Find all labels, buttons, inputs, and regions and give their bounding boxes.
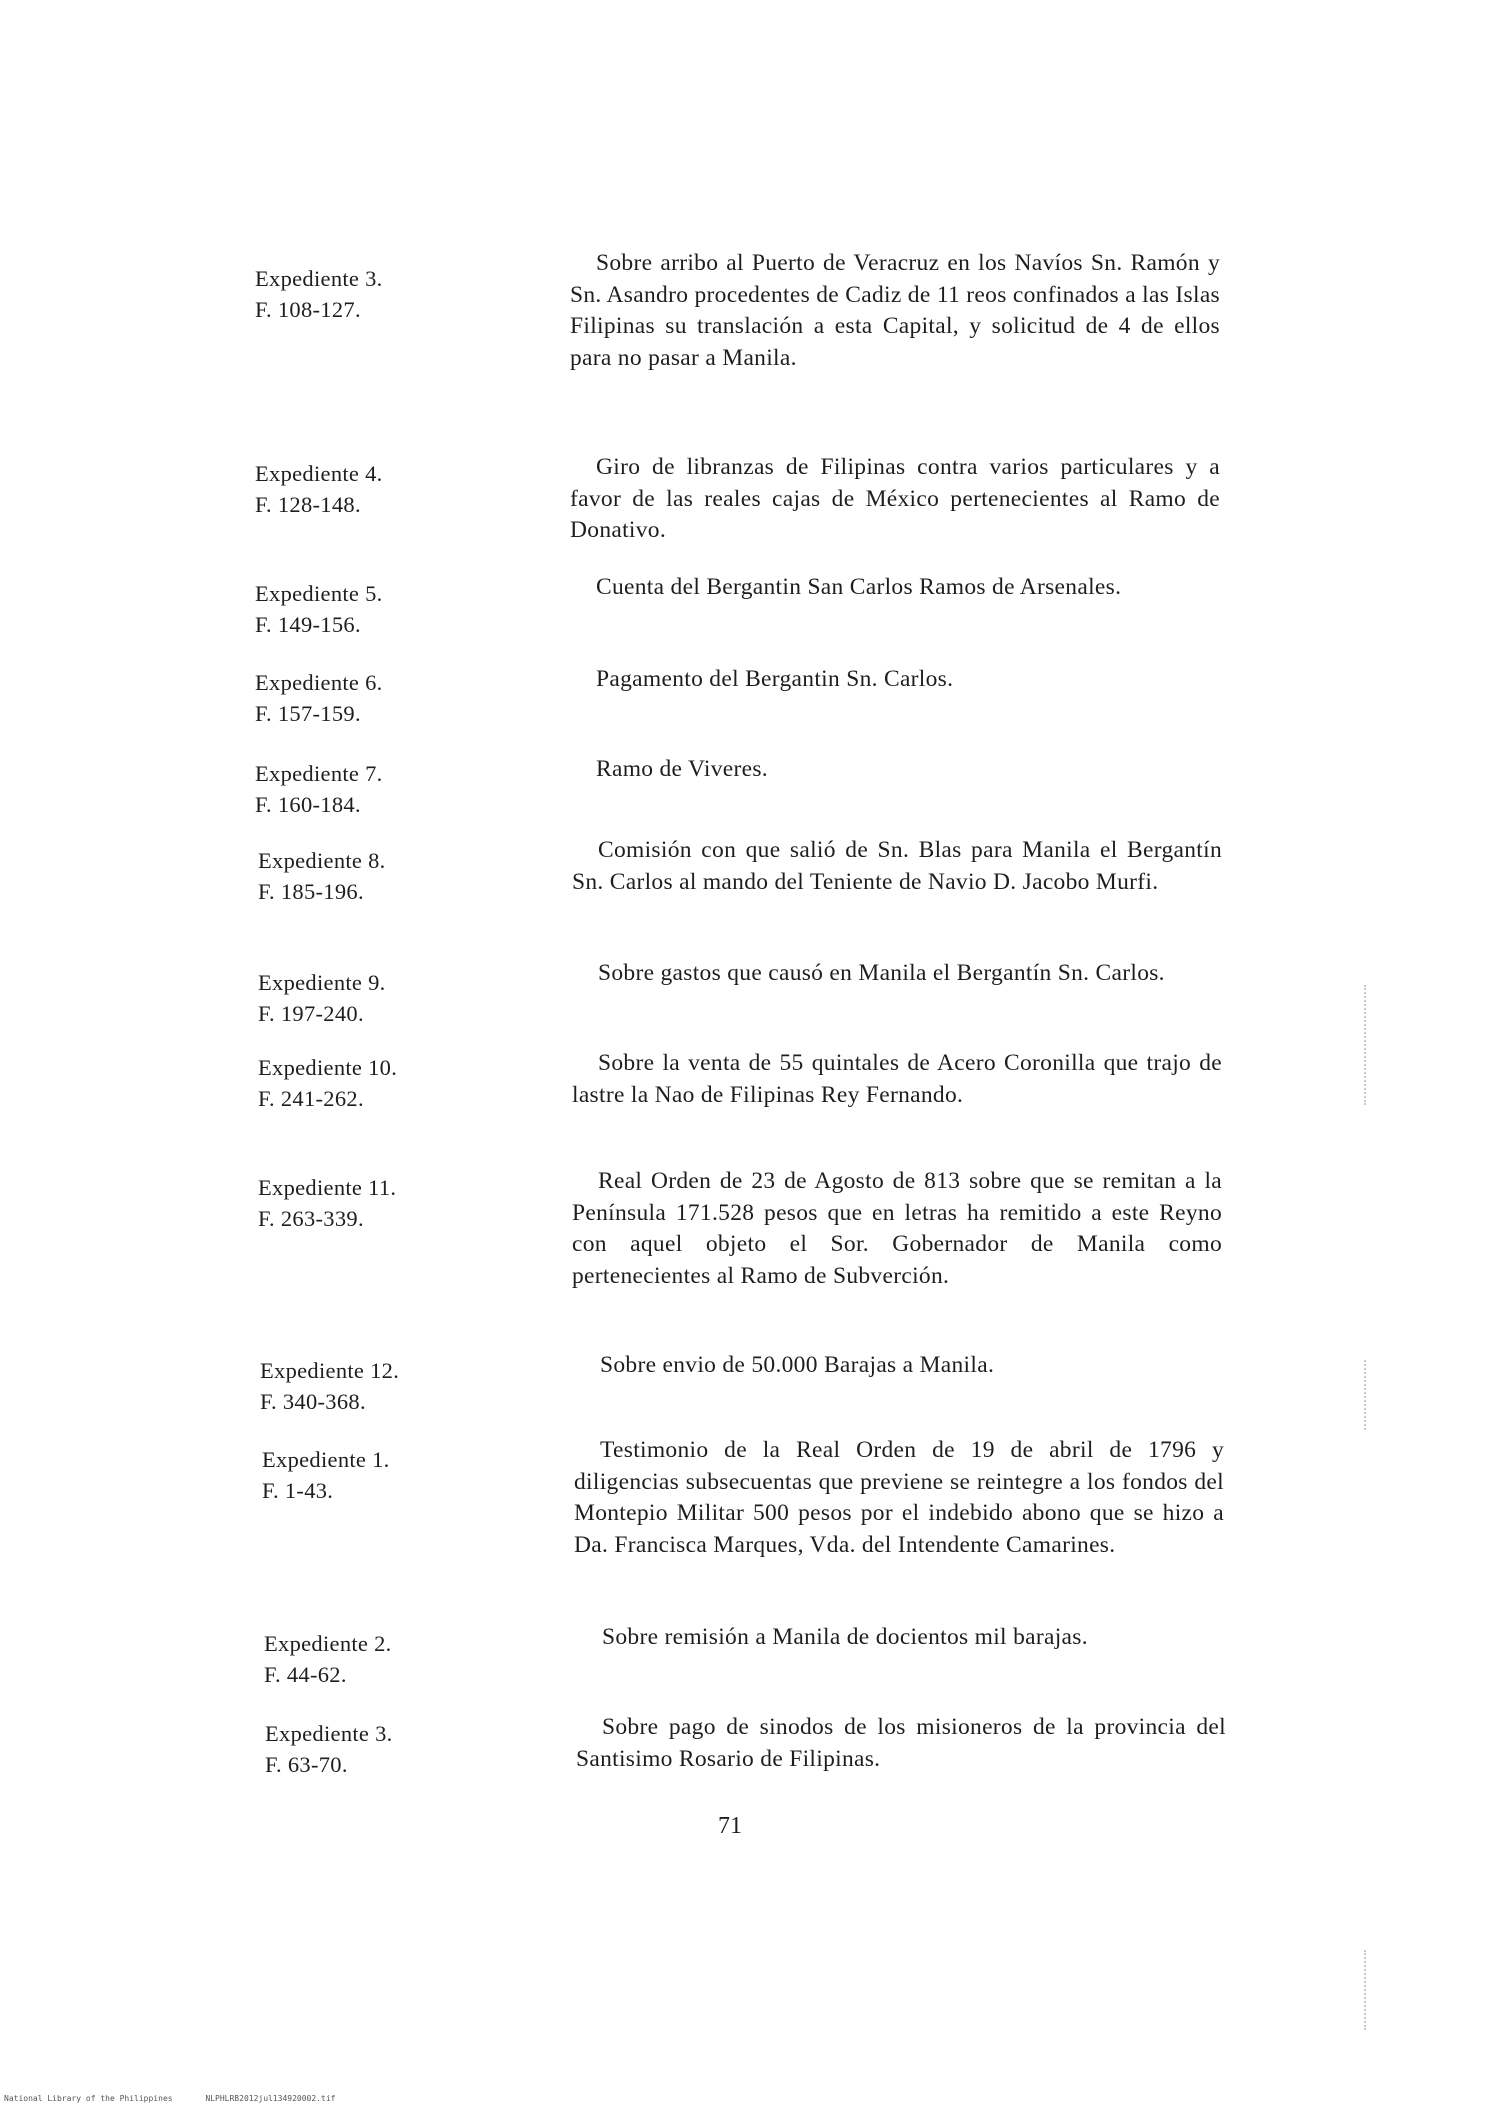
folio-range: F. 197-240. <box>258 1001 364 1026</box>
entry-description: Testimonio de la Real Orden de 19 de abril de 1796 y diligencias subsecuentas que previene se reintegre a los fondos del Montepio Militar 500 pesos por el indebido abono que se hizo a Da. Francisca Marques, Vda. del Intendente Camarines. <box>574 1437 1224 1558</box>
folio-range: F. 149-156. <box>255 612 361 637</box>
folio-range: F. 1-43. <box>262 1478 334 1503</box>
expediente-label: Expediente 9. <box>258 970 386 995</box>
expediente-label: Expediente 11. <box>258 1175 397 1200</box>
scan-footer <box>4 2094 363 2103</box>
expediente-label: Expediente 1. <box>262 1447 390 1472</box>
entry-description: Sobre gastos que causó en Manila el Bergantín Sn. Carlos. <box>598 960 1165 986</box>
expediente-label: Expediente 3. <box>265 1721 393 1746</box>
entry-description: Giro de libranzas de Filipinas contra varios particulares y a favor de las reales cajas de México pertenecientes al Ramo de Donativo. <box>570 454 1220 543</box>
folio-range: F. 157-159. <box>255 701 361 726</box>
entry-description: Ramo de Viveres. <box>596 756 768 782</box>
entry-description: Sobre envio de 50.000 Barajas a Manila. <box>600 1352 995 1378</box>
expediente-label: Expediente 10. <box>258 1055 398 1080</box>
folio-range: F. 160-184. <box>255 792 361 817</box>
scan-file-id: NLPHLRB2012jul134920002.tif <box>205 2094 336 2103</box>
expediente-label: Expediente 7. <box>255 761 383 786</box>
folio-range: F. 108-127. <box>255 297 361 322</box>
entry-description: Pagamento del Bergantin Sn. Carlos. <box>596 666 954 692</box>
expediente-label: Expediente 6. <box>255 670 383 695</box>
expediente-label: Expediente 2. <box>264 1631 392 1656</box>
entry-description: Sobre la venta de 55 quintales de Acero Coronilla que trajo de lastre la Nao de Filipinas Rey Fernando. <box>572 1050 1222 1108</box>
library-credit: National Library of the Philippines <box>4 2094 173 2103</box>
expediente-label: Expediente 8. <box>258 848 386 873</box>
expediente-label: Expediente 4. <box>255 461 383 486</box>
folio-range: F. 185-196. <box>258 879 364 904</box>
entry-description: Sobre pago de sinodos de los misioneros de la provincia del Santisimo Rosario de Filipinas. <box>576 1714 1226 1772</box>
folio-range: F. 340-368. <box>260 1389 366 1414</box>
entry-description: Cuenta del Bergantin San Carlos Ramos de Arsenales. <box>596 574 1122 600</box>
entry-description: Comisión con que salió de Sn. Blas para Manila el Bergantín Sn. Carlos al mando del Teniente de Navio D. Jacobo Murfi. <box>572 837 1222 895</box>
scan-artifact <box>1364 1360 1368 1430</box>
entry-description: Sobre remisión a Manila de docientos mil barajas. <box>602 1624 1088 1650</box>
expediente-label: Expediente 12. <box>260 1358 400 1383</box>
folio-range: F. 63-70. <box>265 1752 348 1777</box>
scan-artifact <box>1364 1950 1368 2030</box>
entry-description: Sobre arribo al Puerto de Veracruz en los Navíos Sn. Ramón y Sn. Asandro procedentes de Cadiz de 11 reos confinados a las Islas Filipinas su translación a esta Capital, y solicitud de 4 de ellos para no pasar a Manila. <box>570 250 1220 371</box>
folio-range: F. 263-339. <box>258 1206 364 1231</box>
scan-artifact <box>1364 985 1368 1105</box>
entry-description: Real Orden de 23 de Agosto de 813 sobre que se remitan a la Península 171.528 pesos que en letras ha remitido a este Reyno con aquel objeto el Sor. Gobernador de Manila como pertenecientes al Ramo de Subverción. <box>572 1168 1222 1289</box>
folio-range: F. 44-62. <box>264 1662 347 1687</box>
folio-range: F. 241-262. <box>258 1086 364 1111</box>
expediente-label: Expediente 5. <box>255 581 383 606</box>
page-number: 71 <box>718 1813 742 1839</box>
expediente-label: Expediente 3. <box>255 266 383 291</box>
folio-range: F. 128-148. <box>255 492 361 517</box>
